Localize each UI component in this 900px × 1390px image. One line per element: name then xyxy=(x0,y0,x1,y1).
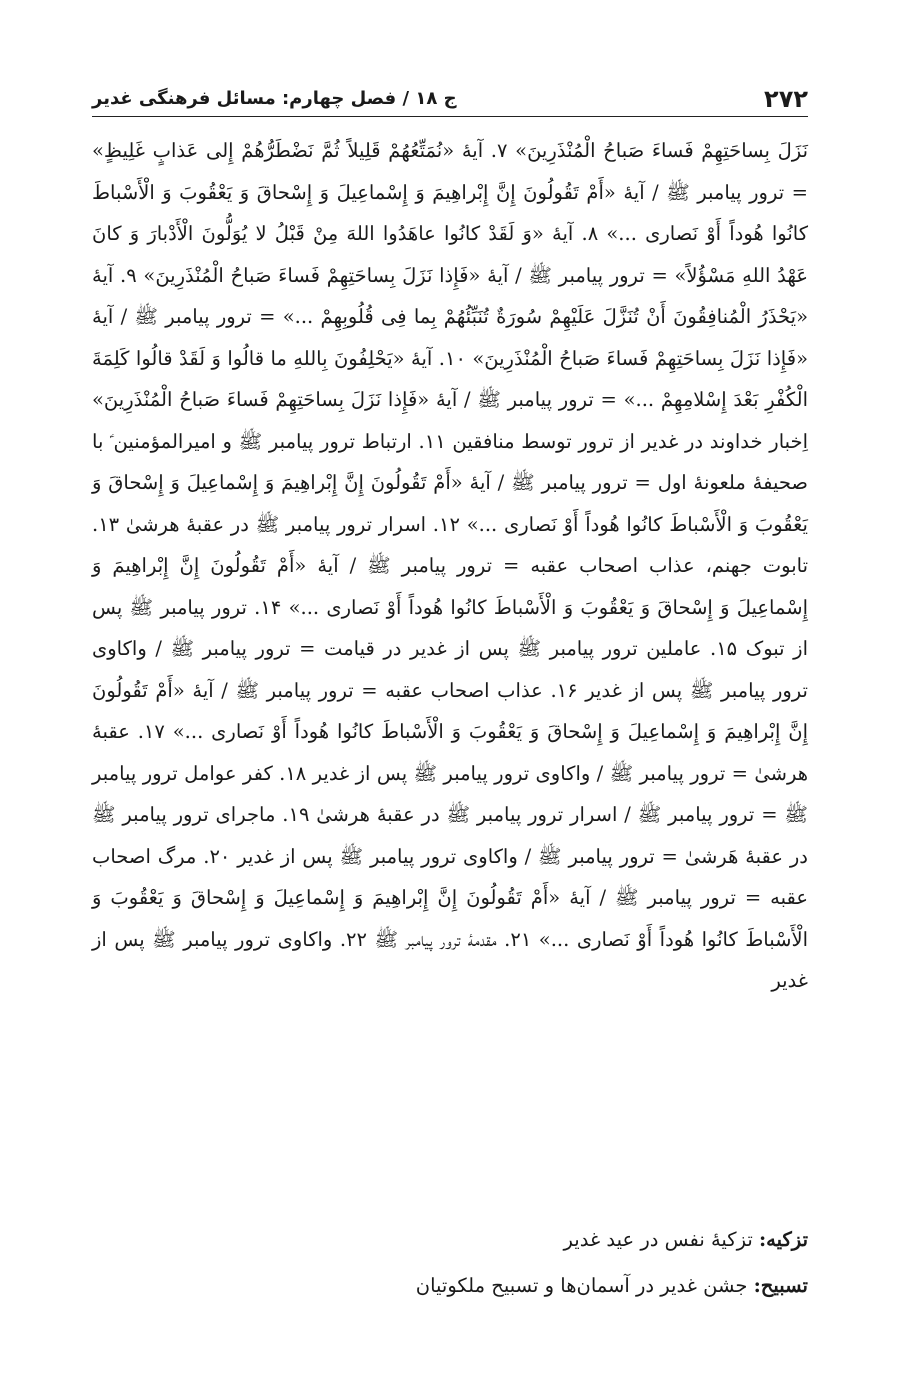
term-label: تسبیح: xyxy=(753,1274,808,1297)
term-text: تزکیهٔ نفس در عید غدیر xyxy=(563,1228,753,1251)
page-header xyxy=(92,62,808,114)
term-text: جشن غدیر در آسمان‌ها و تسبیح ملکوتیان xyxy=(415,1274,748,1297)
header-divider xyxy=(92,116,808,117)
term-entry-tazkiyeh xyxy=(92,1217,808,1263)
term-list xyxy=(92,1217,808,1309)
term-label: تزکیه: xyxy=(758,1228,808,1251)
term-entry-tasbih xyxy=(92,1263,808,1309)
body-paragraph: نَزَلَ بِساحَتِهِمْ فَساءَ صَباحُ الْمُنْذَرِینَ» ۷. آیهٔ «نُمَتِّعُهُمْ قَلِیلاً ثُمَّ نَضْطَرُّهُمْ إِلی عَذابٍ غَلِیظٍ» = ترور پیامبر ﷺ / آیهٔ «أَمْ تَقُولُونَ إِنَّ إِبْراهِیمَ وَ إِسْماعِیلَ وَ إِسْحاقَ وَ یَعْقُوبَ وَ الْأَسْباطَ کانُوا هُوداً أَوْ نَصاری ...» ۸. آیهٔ «وَ لَقَدْ کانُوا عاهَدُوا اللهَ مِنْ قَبْلُ لا یُوَلُّونَ الْأَدْبارَ وَ کانَ عَهْدُ اللهِ مَسْؤُلاً» = ترور پیامبر ﷺ / آیهٔ «فَإِذا نَزَلَ بِساحَتِهِمْ فَساءَ صَباحُ الْمُنْذَرِینَ» ۹. آیهٔ «یَحْذَرُ الْمُنافِقُونَ أَنْ تُنَزَّلَ عَلَیْهِمْ سُورَةٌ تُنَبِّئُهُمْ بِما فِی قُلُوبِهِمْ ...» = ترور پیامبر ﷺ / آیهٔ «فَإِذا نَزَلَ بِساحَتِهِمْ فَساءَ صَباحُ الْمُنْذَرِینَ» ۱۰. آیهٔ «یَحْلِفُونَ بِاللهِ ما قالُوا وَ لَقَدْ قالُوا کَلِمَةَ الْکُفْرِ بَعْدَ إِسْلامِهِمْ ...» = ترور پیامبر ﷺ / آیهٔ «فَإِذا نَزَلَ بِساحَتِهِمْ فَساءَ صَباحُ الْمُنْذَرِینَ» اِخبار خداوند در غدیر از ترور توسط منافقین ۱۱. ارتباط ترور پیامبر ﷺ و امیرالمؤمنین ؑ با صحیفهٔ ملعونهٔ اول = ترور پیامبر ﷺ / آیهٔ «أَمْ تَقُولُونَ إِنَّ إِبْراهِیمَ وَ إِسْماعِیلَ وَ إِسْحاقَ وَ یَعْقُوبَ وَ الْأَسْباطَ کانُوا هُوداً أَوْ نَصاری ...» ۱۲. اسرار ترور پیامبر ﷺ در عقبهٔ هرشیٰ ۱۳. تابوت جهنم، عذاب اصحاب عقبه = ترور پیامبر ﷺ / آیهٔ «أَمْ تَقُولُونَ إِنَّ إِبْراهِیمَ وَ إِسْماعِیلَ وَ إِسْحاقَ وَ یَعْقُوبَ وَ الْأَسْباطَ کانُوا هُوداً أَوْ نَصاری ...» ۱۴. ترور پیامبر ﷺ پس از تبوک ۱۵. عاملین ترور پیامبر ﷺ پس از غدیر در قیامت = ترور پیامبر ﷺ / واکاوی ترور پیامبر ﷺ پس از غدیر ۱۶. عذاب اصحاب عقبه = ترور پیامبر ﷺ / آیهٔ «أَمْ تَقُولُونَ إِنَّ إِبْراهِیمَ وَ إِسْماعِیلَ وَ إِسْحاقَ وَ یَعْقُوبَ وَ الْأَسْباطَ کانُوا هُوداً أَوْ نَصاری ...» ۱۷. عقبهٔ هرشیٰ = ترور پیامبر ﷺ / واکاوی ترور پیامبر ﷺ پس از غدیر ۱۸. کفر عوامل ترور پیامبر ﷺ = ترور پیامبر ﷺ / اسرار ترور پیامبر ﷺ در عقبهٔ هرشیٰ ۱۹. ماجرای ترور پیامبر ﷺ در عقبهٔ هَرشیٰ = ترور پیامبر ﷺ / واکاوی ترور پیامبر ﷺ پس از غدیر ۲۰. مرگ اصحاب عقبه = ترور پیامبر ﷺ / آیهٔ «أَمْ تَقُولُونَ إِنَّ إِبْراهِیمَ وَ إِسْماعِیلَ وَ إِسْحاقَ وَ یَعْقُوبَ وَ الْأَسْباطَ کانُوا هُوداً أَوْ نَصاری ...» ۲۱. مقدمهٔ ترور پیامبر ﷺ ۲۲. واکاوی ترور پیامبر ﷺ پس از غدیر xyxy=(92,139,809,992)
page-number: ۲۷۲ xyxy=(764,85,808,113)
running-title: ج ۱۸ / فصل چهارم: مسائل فرهنگی غدیر xyxy=(92,88,457,109)
